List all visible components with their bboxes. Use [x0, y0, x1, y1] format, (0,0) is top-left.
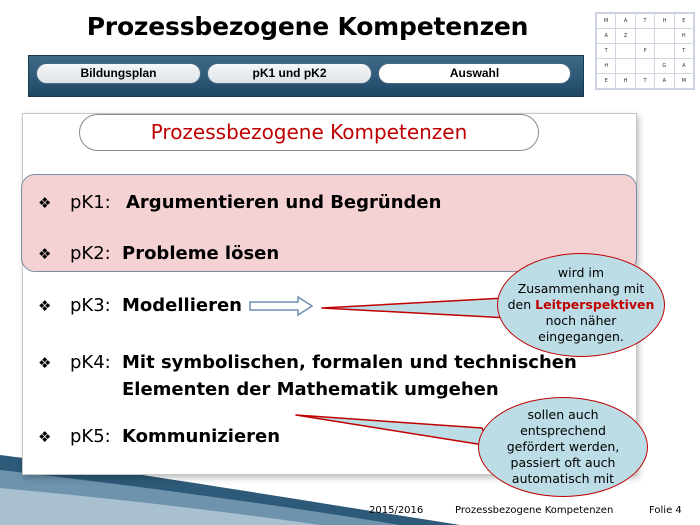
- callout-text: den: [507, 297, 536, 312]
- pk-text: Probleme lösen: [122, 243, 280, 264]
- panel-title: Prozessbezogene Kompetenzen: [79, 114, 539, 151]
- pk-label: pK1:: [70, 192, 111, 213]
- logo-cell: A: [674, 59, 693, 74]
- pk-label: pK3:: [70, 295, 111, 316]
- callout-line: automatisch mit: [511, 471, 615, 486]
- callout-line: passiert oft auch: [510, 455, 616, 470]
- pk-label: pK2:: [70, 243, 111, 264]
- diamond-bullet-icon: ❖: [38, 428, 52, 446]
- logo-cell: T: [635, 74, 654, 89]
- nav-button-bildungsplan[interactable]: Bildungsplan: [36, 63, 201, 84]
- logo-cell: Z: [616, 29, 635, 44]
- callout-line: noch näher: [545, 313, 617, 328]
- callout-highlight: Leitperspektiven: [535, 297, 655, 312]
- pk-text-continued: Elementen der Mathematik umgehen: [122, 379, 499, 400]
- logo-cell: H: [616, 74, 635, 89]
- callout-kommunizieren: [478, 397, 648, 497]
- diamond-bullet-icon: ❖: [38, 194, 52, 212]
- diamond-bullet-icon: ❖: [38, 354, 52, 372]
- nav-button-pk1-pk2[interactable]: pK1 und pK2: [207, 63, 372, 84]
- pk-label: pK4:: [70, 352, 111, 373]
- diamond-bullet-icon: ❖: [38, 297, 52, 315]
- callout-line: eingegangen.: [538, 329, 624, 344]
- right-arrow-icon: [250, 297, 312, 315]
- logo-cell: H: [655, 14, 674, 29]
- diamond-bullet-icon: ❖: [38, 245, 52, 263]
- callout-line: gefördert werden,: [506, 439, 620, 454]
- footer-year: 2015/2016: [369, 505, 424, 516]
- logo-cell: M: [674, 74, 693, 89]
- logo-cell: G: [655, 59, 674, 74]
- logo-cell: T: [635, 14, 654, 29]
- logo-cell: T: [674, 44, 693, 59]
- nav-button-auswahl[interactable]: Auswahl: [378, 63, 571, 84]
- logo-cell: E: [674, 14, 693, 29]
- logo-cell: H: [597, 59, 616, 74]
- footer-slide-number: Folie 4: [649, 505, 682, 516]
- logo-cell: T: [597, 44, 616, 59]
- callout-line: wird im: [557, 265, 605, 280]
- logo-cell: E: [597, 74, 616, 89]
- callout-line: Zusammenhang mit: [517, 281, 645, 296]
- pk-text: Argumentieren und Begründen: [126, 192, 442, 213]
- logo-cell: A: [655, 74, 674, 89]
- logo-cell: A: [597, 29, 616, 44]
- callout-line: [498, 297, 664, 313]
- footer-topic: Prozessbezogene Kompetenzen: [455, 505, 614, 516]
- logo-cell: M: [597, 14, 616, 29]
- pk-label: pK5:: [70, 426, 111, 447]
- slide-title: Prozessbezogene Kompetenzen: [86, 12, 529, 41]
- logo-cell: P: [635, 44, 654, 59]
- callout-line: sollen auch: [527, 407, 599, 422]
- callout-line: entsprechend: [520, 423, 606, 438]
- logo-cell: H: [674, 29, 693, 44]
- callout-tail: [322, 298, 510, 318]
- callout-modellieren: [497, 253, 665, 357]
- pk-text: Modellieren: [122, 295, 242, 316]
- logo-cell: A: [616, 14, 635, 29]
- pk-text: Mit symbolischen, formalen und technischen: [122, 352, 577, 373]
- callout-tail: [296, 415, 490, 446]
- pk-text: Kommunizieren: [122, 426, 281, 447]
